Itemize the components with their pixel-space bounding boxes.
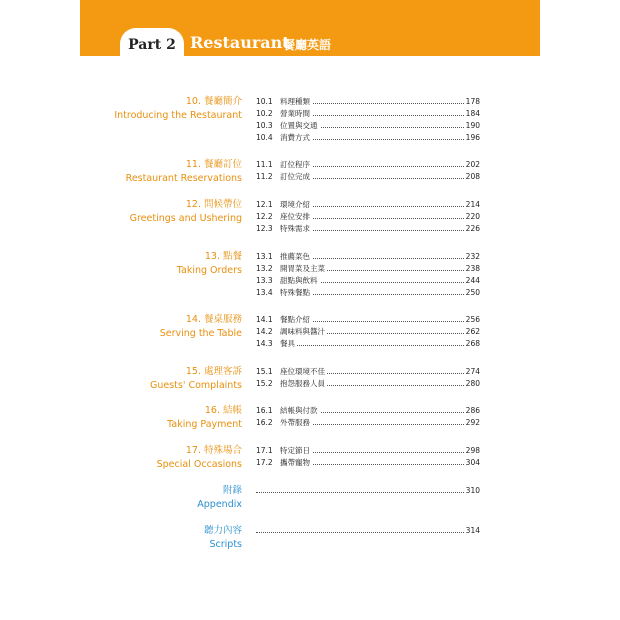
entry-title: 特定節日 xyxy=(280,446,310,455)
entry-title: 訂位程序 xyxy=(280,160,310,169)
toc-entry[interactable] xyxy=(256,417,480,429)
toc-entry[interactable] xyxy=(256,287,480,299)
entry-title: 座位環境不佳 xyxy=(280,367,325,376)
entry-number: 12.3 xyxy=(256,224,273,233)
chapter-heading xyxy=(114,95,242,123)
entry-number: 10.1 xyxy=(256,97,273,106)
chapter-title-english: Special Occasions xyxy=(156,459,242,470)
toc-entry[interactable] xyxy=(256,171,480,183)
chapter-heading xyxy=(150,365,242,393)
toc-entry[interactable] xyxy=(256,263,480,275)
entry-title: 抱怨服務人員 xyxy=(280,379,325,388)
chapter-title-english: Guests' Complaints xyxy=(149,380,242,391)
chapter-heading xyxy=(204,524,242,552)
chapter-heading xyxy=(177,250,242,278)
entry-title: 座位安排 xyxy=(280,212,310,221)
toc-entry[interactable] xyxy=(256,211,480,223)
chapter-heading xyxy=(130,198,242,226)
toc-entry[interactable] xyxy=(256,96,480,108)
chapter-heading xyxy=(157,444,242,472)
toc-entry[interactable] xyxy=(256,525,480,537)
page-number: 250 xyxy=(465,288,480,297)
toc-entry[interactable] xyxy=(256,326,480,338)
section-title-chinese: 餐廳英語 xyxy=(283,38,332,52)
chapter-heading xyxy=(167,404,242,432)
chapter-title-chinese: 16. 結帳 xyxy=(204,405,242,416)
entry-number: 15.2 xyxy=(256,379,273,388)
entry-number: 17.1 xyxy=(256,446,273,455)
entry-title: 消費方式 xyxy=(280,133,310,142)
entry-title: 外帶服務 xyxy=(280,418,310,427)
section-title-english: Restaurant xyxy=(190,33,290,52)
chapter-title-english: Appendix xyxy=(197,499,242,510)
page-number: 202 xyxy=(465,160,480,169)
chapter-title-chinese: 10. 餐廳簡介 xyxy=(185,96,242,107)
toc-entry[interactable] xyxy=(256,485,480,497)
entry-number: 16.2 xyxy=(256,418,273,427)
page-number: 280 xyxy=(465,379,480,388)
chapter-title-english: Taking Orders xyxy=(176,265,242,276)
chapter-heading xyxy=(160,313,242,341)
toc-entry[interactable] xyxy=(256,132,480,144)
entry-title: 攜帶寵物 xyxy=(280,458,310,467)
entry-number: 14.3 xyxy=(256,339,273,348)
entry-title: 料理種類 xyxy=(280,97,310,106)
chapter-title-english: Greetings and Ushering xyxy=(129,213,242,224)
page-number: 310 xyxy=(465,486,480,495)
part-label: Part 2 xyxy=(120,28,184,60)
page-number: 184 xyxy=(465,109,480,118)
page-number: 292 xyxy=(465,418,480,427)
page-number: 298 xyxy=(465,446,480,455)
entry-title: 位置與交通 xyxy=(280,121,318,130)
entry-number: 11.1 xyxy=(256,160,273,169)
chapter-title-chinese: 11. 餐廳訂位 xyxy=(185,159,242,170)
entry-number: 10.2 xyxy=(256,109,273,118)
toc-entry[interactable] xyxy=(256,275,480,287)
toc-entry[interactable] xyxy=(256,159,480,171)
chapter-title-chinese: 15. 處理客訴 xyxy=(185,366,242,377)
entry-title: 特殊餐點 xyxy=(280,288,310,297)
entry-number: 12.2 xyxy=(256,212,273,221)
chapter-title-chinese: 12. 問候帶位 xyxy=(185,199,242,210)
entry-number: 17.2 xyxy=(256,458,273,467)
dot-leader xyxy=(280,345,464,346)
entry-title: 特殊需求 xyxy=(280,224,310,233)
entry-number: 10.3 xyxy=(256,121,273,130)
page-number: 262 xyxy=(465,327,480,336)
page-number: 214 xyxy=(465,200,480,209)
entry-number: 16.1 xyxy=(256,406,273,415)
chapter-title-english: Taking Payment xyxy=(167,419,242,430)
chapter-title-english: Restaurant Reservations xyxy=(125,173,242,184)
entry-title: 餐點介紹 xyxy=(280,315,310,324)
entry-title: 推薦菜色 xyxy=(280,252,310,261)
entry-title: 訂位完成 xyxy=(280,172,310,181)
toc-entry[interactable] xyxy=(256,445,480,457)
page-number: 178 xyxy=(465,97,480,106)
toc-entry[interactable] xyxy=(256,405,480,417)
toc-entry[interactable] xyxy=(256,338,480,350)
page-number: 274 xyxy=(465,367,480,376)
entry-title: 結帳與付款 xyxy=(280,406,318,415)
toc-entry[interactable] xyxy=(256,108,480,120)
entry-number: 11.2 xyxy=(256,172,273,181)
page-number: 232 xyxy=(465,252,480,261)
entry-number: 13.2 xyxy=(256,264,273,273)
page-number: 268 xyxy=(465,339,480,348)
page-number: 244 xyxy=(465,276,480,285)
page-number: 256 xyxy=(465,315,480,324)
entry-title: 甜點與飲料 xyxy=(280,276,318,285)
page-number: 238 xyxy=(465,264,480,273)
chapter-title-english: Serving the Table xyxy=(159,328,242,339)
toc-entry[interactable] xyxy=(256,199,480,211)
entry-number: 13.1 xyxy=(256,252,273,261)
chapter-title-chinese: 17. 特殊場合 xyxy=(185,445,242,456)
entry-number: 15.1 xyxy=(256,367,273,376)
chapter-heading xyxy=(126,158,242,186)
page-number: 190 xyxy=(465,121,480,130)
entry-title: 餐具 xyxy=(280,339,295,348)
toc-entry[interactable] xyxy=(256,120,480,132)
chapter-title-chinese: 13. 點餐 xyxy=(204,251,242,262)
entry-number: 13.4 xyxy=(256,288,273,297)
page-number: 226 xyxy=(465,224,480,233)
chapter-title-english: Scripts xyxy=(209,539,242,550)
dot-leader xyxy=(256,492,464,493)
entry-number: 10.4 xyxy=(256,133,273,142)
page-number: 220 xyxy=(465,212,480,221)
chapter-heading xyxy=(197,484,242,512)
toc-entry[interactable] xyxy=(256,378,480,390)
entry-title: 環境介紹 xyxy=(280,200,310,209)
entry-number: 14.1 xyxy=(256,315,273,324)
toc-entry[interactable] xyxy=(256,457,480,469)
toc-entry[interactable] xyxy=(256,223,480,235)
entry-number: 13.3 xyxy=(256,276,273,285)
chapter-title-chinese: 14. 餐桌服務 xyxy=(185,314,242,325)
entry-number: 14.2 xyxy=(256,327,273,336)
page-number: 208 xyxy=(465,172,480,181)
entry-title: 開胃菜及主菜 xyxy=(280,264,325,273)
chapter-title-chinese: 聽力內容 xyxy=(203,525,242,536)
page-number: 304 xyxy=(465,458,480,467)
toc-entry[interactable] xyxy=(256,251,480,263)
chapter-title-english: Introducing the Restaurant xyxy=(114,110,242,121)
toc-entry[interactable] xyxy=(256,366,480,378)
page-number: 196 xyxy=(465,133,480,142)
page-number: 286 xyxy=(465,406,480,415)
toc-entry[interactable] xyxy=(256,314,480,326)
dot-leader xyxy=(256,532,464,533)
entry-title: 營業時間 xyxy=(280,109,310,118)
page-number: 314 xyxy=(465,526,480,535)
entry-title: 調味料與醬汁 xyxy=(280,327,325,336)
chapter-title-chinese: 附錄 xyxy=(222,485,242,496)
entry-number: 12.1 xyxy=(256,200,273,209)
